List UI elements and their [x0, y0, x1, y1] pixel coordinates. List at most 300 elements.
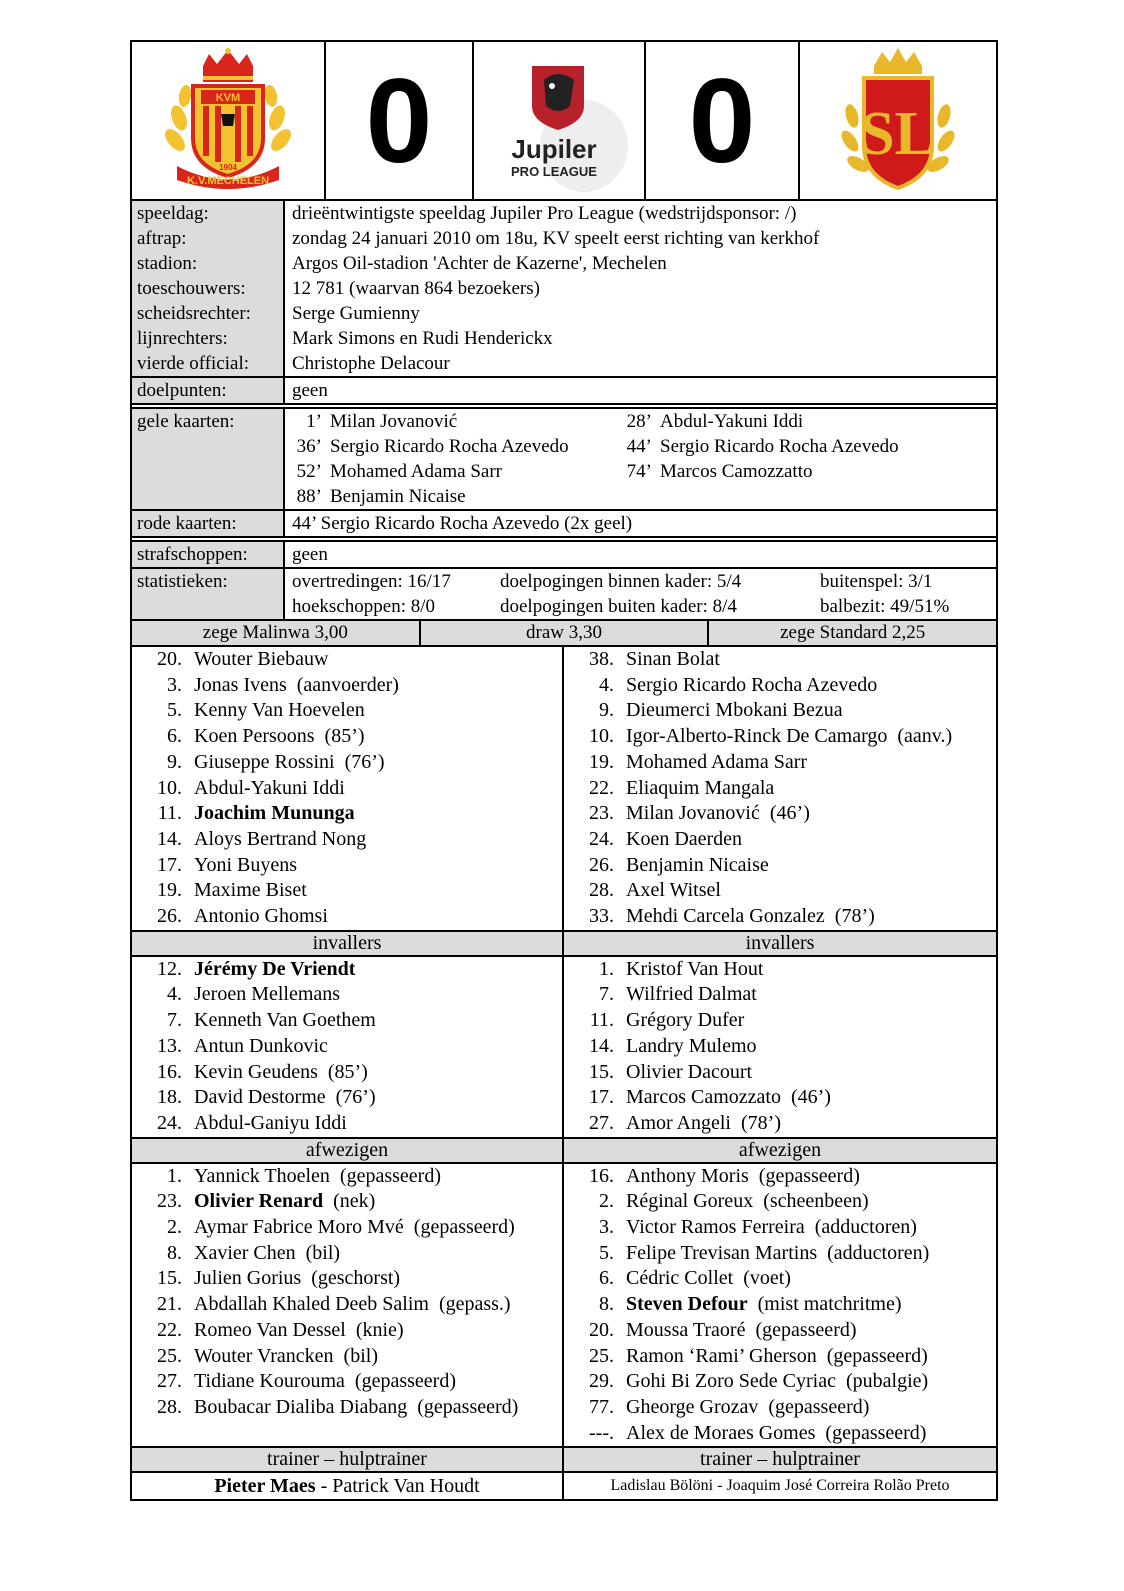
shirt-number: 3.: [167, 673, 182, 696]
shirt-number: 29.: [589, 1370, 614, 1393]
starters: [130, 647, 998, 932]
shirt-number: 38.: [589, 648, 614, 670]
player-name: Landry Mulemo: [626, 1034, 757, 1057]
card-player: Benjamin Nicaise: [330, 486, 466, 507]
home-score: 0: [365, 53, 433, 188]
player-name: Benjamin Nicaise: [626, 853, 769, 876]
subs-header: [130, 932, 998, 957]
home-head-coach: Pieter Maes: [214, 1475, 316, 1498]
player-row: [564, 1034, 996, 1060]
shirt-number: 6.: [599, 1267, 614, 1290]
player-note: (geschorst): [311, 1267, 401, 1290]
shirt-number: 20.: [157, 648, 182, 670]
player-note: (adductoren): [827, 1241, 930, 1264]
shirt-number: 23.: [589, 802, 614, 825]
player-row: [564, 776, 996, 802]
player-name: Sinan Bolat: [626, 648, 720, 670]
home-subs: [132, 957, 564, 1137]
player-row: [564, 1421, 996, 1447]
odds-away: zege Standard 2,25: [780, 622, 926, 643]
yellow-card-row: [292, 459, 996, 484]
player-note: (gepass.): [438, 1293, 511, 1316]
value-scheidsrechter: Serge Gumienny: [292, 303, 420, 324]
shirt-number: 18.: [157, 1086, 182, 1109]
player-row: [132, 904, 562, 930]
card-player: Sergio Ricardo Rocha Azevedo: [660, 436, 899, 457]
player-note: (46’): [790, 1086, 831, 1109]
shirt-number: 22.: [157, 1318, 182, 1341]
away-trainer-header: trainer – hulptrainer: [700, 1448, 860, 1471]
shirt-number: 19.: [157, 879, 182, 902]
shirt-number: 17.: [589, 1086, 614, 1109]
home-absent-header: afwezigen: [132, 1139, 564, 1162]
svg-text:SL: SL: [860, 99, 936, 168]
player-name: Jérémy De Vriendt: [194, 957, 356, 980]
shirt-number: 10.: [589, 725, 614, 748]
player-name: Abdul-Yakuni Iddi: [194, 776, 345, 799]
player-row: [132, 698, 562, 724]
card-minute: 1’: [306, 411, 322, 432]
player-row: [564, 1344, 996, 1370]
player-name: Koen Persoons: [194, 725, 315, 748]
odds-draw: draw 3,30: [421, 621, 710, 645]
away-trainers: Ladislau Bölöni - Joaquim José Correira Rolão Preto: [610, 1477, 950, 1495]
player-name: Aloys Bertrand Nong: [194, 827, 367, 850]
card-player: Marcos Camozzatto: [660, 461, 813, 482]
card-minute: 52’: [296, 461, 322, 482]
home-score-cell: [326, 42, 474, 199]
value-toeschouwers: 12 781 (waarvan 864 bezoekers): [292, 278, 540, 299]
substitutes: [130, 957, 998, 1139]
stats-line: [292, 569, 996, 594]
value-stadion: Argos Oil-stadion 'Achter de Kazerne', Mechelen: [292, 253, 667, 274]
player-note: (nek): [333, 1190, 376, 1213]
player-row: [564, 673, 996, 699]
shirt-number: 17.: [157, 853, 182, 876]
match-report: [130, 40, 998, 1501]
player-row: [132, 673, 562, 699]
player-name: Jonas Ivens: [194, 673, 287, 696]
value-lijnrechters: Mark Simons en Rudi Henderickx: [292, 328, 553, 349]
player-name: Koen Daerden: [626, 827, 743, 850]
player-row: [564, 1395, 996, 1421]
value-speeldag: drieëntwintigste speeldag Jupiler Pro League (wedstrijdsponsor: /): [292, 203, 797, 224]
trainer-separator: -: [315, 1475, 333, 1498]
away-absent-header: afwezigen: [738, 1138, 822, 1161]
player-name: Axel Witsel: [626, 879, 721, 902]
player-note: (gepasseerd): [768, 1395, 870, 1418]
player-name: Antun Dunkovic: [194, 1034, 328, 1057]
player-row: [132, 827, 562, 853]
svg-text:K.V.MECHELEN: K.V.MECHELEN: [186, 175, 270, 187]
player-name: Wouter Biebauw: [194, 648, 329, 670]
label-stadion: stadion:: [137, 253, 198, 274]
player-name: Maxime Biset: [194, 879, 307, 902]
player-row: [132, 1085, 562, 1111]
home-logo-cell: [132, 42, 326, 199]
penalties-value: geen: [292, 544, 328, 565]
stats-values: [285, 569, 996, 619]
card-minute: 88’: [296, 486, 322, 507]
player-row: [564, 1060, 996, 1086]
player-row: [564, 1318, 996, 1344]
shirt-number: 2.: [167, 1216, 182, 1239]
home-trainers: [132, 1473, 564, 1499]
odds-home: zege Malinwa 3,00: [132, 621, 421, 645]
shirt-number: 1.: [167, 1164, 182, 1187]
svg-text:1904: 1904: [219, 163, 237, 172]
player-row: [564, 1008, 996, 1034]
stats-line: [292, 594, 996, 619]
away-starters: [564, 647, 996, 930]
player-row: [564, 724, 996, 750]
shirt-number: 6.: [167, 725, 182, 748]
player-row: [564, 853, 996, 879]
player-name: Xavier Chen: [194, 1241, 296, 1264]
player-note: (pubalgie): [845, 1370, 929, 1393]
player-row: [132, 724, 562, 750]
player-name: Igor-Alberto-Rinck De Camargo: [626, 725, 888, 748]
player-name: Mehdi Carcela Gonzalez: [626, 905, 825, 928]
player-row: [132, 1189, 562, 1215]
player-row: [132, 647, 562, 673]
card-minute: 28’: [626, 411, 652, 432]
player-row: [132, 1060, 562, 1086]
shirt-number: 4.: [599, 673, 614, 696]
player-name: Victor Ramos Ferreira: [626, 1216, 805, 1239]
player-note: (46’): [769, 802, 810, 825]
player-row: [132, 801, 562, 827]
home-assistant-coach: Patrick Van Houdt: [332, 1475, 480, 1498]
shirt-number: 28.: [589, 879, 614, 902]
player-row: [564, 1241, 996, 1267]
player-note: (78’): [834, 905, 875, 928]
value-aftrap: zondag 24 januari 2010 om 18u, KV speelt eerst richting van kerkhof: [292, 228, 820, 249]
score-header: [130, 40, 998, 201]
stat-offside: buitenspel: 3/1: [820, 571, 933, 592]
stats-label: statistieken:: [132, 569, 285, 619]
home-trainer-header: trainer – hulptrainer: [132, 1448, 564, 1471]
svg-text:PRO LEAGUE: PRO LEAGUE: [511, 163, 597, 179]
info-values: [285, 201, 996, 376]
card-minute: 44’: [626, 436, 652, 457]
shirt-number: 9.: [599, 699, 614, 722]
card-player: Milan Jovanović: [330, 411, 458, 432]
shirt-number: 8.: [599, 1293, 614, 1316]
shirt-number: 23.: [157, 1190, 182, 1213]
shirt-number: 25.: [589, 1344, 614, 1367]
shirt-number: 24.: [157, 1111, 182, 1134]
player-name: Antonio Ghomsi: [194, 905, 328, 928]
player-name: Olivier Renard: [194, 1190, 324, 1213]
player-name: Aymar Fabrice Moro Mvé: [194, 1216, 404, 1239]
card-player: Mohamed Adama Sarr: [330, 461, 503, 482]
yellow-cards-row: [130, 409, 998, 511]
svg-text:Jupiler: Jupiler: [511, 133, 597, 164]
player-name: Tidiane Kourouma: [194, 1370, 345, 1393]
player-note: (gepasseerd): [755, 1318, 857, 1341]
player-name: Wouter Vrancken: [194, 1344, 334, 1367]
standard-liege-logo: [838, 46, 958, 196]
player-row: [132, 878, 562, 904]
kv-mechelen-logo: [163, 48, 293, 193]
home-subs-header: invallers: [132, 932, 564, 955]
player-row: [564, 1164, 996, 1190]
card-player: [660, 484, 960, 509]
shirt-number: 12.: [157, 957, 182, 980]
player-name: Kenneth Van Goethem: [194, 1009, 376, 1032]
shirt-number: 16.: [589, 1164, 614, 1187]
card-minute: [622, 484, 660, 509]
player-name: Alex de Moraes Gomes: [626, 1421, 816, 1444]
away-absent: [564, 1164, 996, 1447]
card-minute: 74’: [626, 461, 652, 482]
player-row: [564, 750, 996, 776]
player-name: Ramon ‘Rami’ Gherson: [626, 1344, 817, 1367]
player-name: Boubacar Dialiba Diabang: [194, 1395, 408, 1418]
player-note: (aanv.): [897, 725, 953, 748]
player-name: Kevin Geudens: [194, 1060, 318, 1083]
player-name: Romeo Van Dessel: [194, 1318, 346, 1341]
player-name: Felipe Trevisan Martins: [626, 1241, 818, 1264]
absentees: [130, 1164, 998, 1449]
player-name: Amor Angeli: [626, 1111, 731, 1134]
player-row: [564, 957, 996, 983]
player-name: Yannick Thoelen: [194, 1164, 330, 1187]
shirt-number: 10.: [157, 776, 182, 799]
player-name: Abdul-Ganiyu Iddi: [194, 1111, 347, 1134]
player-note: (adductoren): [814, 1216, 917, 1239]
player-note: (gepasseerd): [413, 1216, 515, 1239]
trainer-header: [130, 1448, 998, 1473]
yellow-cards-label: gele kaarten:: [132, 409, 285, 509]
shirt-number: 16.: [157, 1060, 182, 1083]
player-row: [564, 1085, 996, 1111]
penalties-row: [130, 542, 998, 569]
player-row: [564, 801, 996, 827]
player-note: (aanvoerder): [296, 673, 399, 696]
player-row: [132, 1369, 562, 1395]
player-row: [132, 1344, 562, 1370]
player-row: [564, 1266, 996, 1292]
shirt-number: 26.: [157, 905, 182, 928]
player-row: [132, 957, 562, 983]
shirt-number: 5.: [167, 699, 182, 722]
absent-header: [130, 1139, 998, 1164]
player-name: Gohi Bi Zoro Sede Cyriac: [626, 1370, 836, 1393]
league-logo-cell: [474, 42, 646, 199]
shirt-number: 77.: [589, 1395, 614, 1418]
away-subs: [564, 957, 996, 1137]
stat-shots-on-target: doelpogingen binnen kader: 5/4: [500, 571, 742, 592]
player-row: [132, 750, 562, 776]
stats-row: [130, 569, 998, 621]
player-name: Eliaquim Mangala: [626, 776, 775, 799]
player-row: [564, 904, 996, 930]
card-player: Abdul-Yakuni Iddi: [660, 411, 804, 432]
player-name: David Destorme: [194, 1086, 326, 1109]
odds-bar: [130, 621, 998, 647]
player-row: [132, 776, 562, 802]
info-block: [130, 201, 998, 378]
shirt-number: 15.: [589, 1060, 614, 1083]
label-toeschouwers: toeschouwers:: [137, 278, 246, 299]
shirt-number: 24.: [589, 827, 614, 850]
player-name: Moussa Traoré: [626, 1318, 746, 1341]
shirt-number: 27.: [589, 1111, 614, 1134]
shirt-number: 14.: [157, 827, 182, 850]
player-row: [564, 1215, 996, 1241]
player-note: (mist matchritme): [757, 1293, 902, 1316]
player-row: [132, 1215, 562, 1241]
shirt-number: 3.: [599, 1216, 614, 1239]
home-absent: [132, 1164, 564, 1447]
player-name: Yoni Buyens: [194, 853, 297, 876]
shirt-number: 8.: [167, 1241, 182, 1264]
shirt-number: 27.: [157, 1370, 182, 1393]
card-player: Sergio Ricardo Rocha Azevedo: [330, 436, 569, 457]
player-row: [132, 1164, 562, 1190]
shirt-number: 5.: [599, 1241, 614, 1264]
player-name: Réginal Goreux: [626, 1190, 754, 1213]
player-name: Sergio Ricardo Rocha Azevedo: [626, 673, 878, 696]
card-minute: 36’: [296, 436, 322, 457]
player-name: Kristof Van Hout: [626, 957, 764, 980]
player-row: [564, 1189, 996, 1215]
label-speeldag: speeldag:: [137, 203, 209, 224]
player-note: (76’): [335, 1086, 376, 1109]
player-row: [564, 827, 996, 853]
label-vierde-official: vierde official:: [137, 353, 250, 374]
shirt-number: 11.: [157, 802, 182, 825]
player-row: [564, 982, 996, 1008]
value-vierde-official: Christophe Delacour: [292, 353, 450, 374]
stat-possession: balbezit: 49/51%: [820, 596, 950, 617]
info-labels: [132, 201, 285, 376]
away-logo-cell: [800, 42, 996, 199]
player-note: (scheenbeen): [763, 1190, 869, 1213]
home-starters: [132, 647, 564, 930]
player-row: [564, 1292, 996, 1318]
player-note: (85’): [327, 1060, 368, 1083]
player-name: Cédric Collet: [626, 1267, 734, 1290]
player-note: (gepasseerd): [758, 1164, 860, 1187]
red-cards-value: 44’ Sergio Ricardo Rocha Azevedo (2x geel): [292, 513, 633, 534]
player-name: Marcos Camozzato: [626, 1086, 781, 1109]
player-note: (gepasseerd): [826, 1344, 928, 1367]
yellow-card-row: [292, 434, 996, 459]
player-row: [564, 878, 996, 904]
player-name: Giuseppe Rossini: [194, 750, 335, 773]
trainers: [130, 1473, 998, 1501]
yellow-cards-list: [285, 409, 996, 509]
label-lijnrechters: lijnrechters:: [137, 328, 228, 349]
shirt-number: 9.: [167, 750, 182, 773]
player-row: [132, 1292, 562, 1318]
shirt-number: 1.: [599, 957, 614, 980]
player-row: [564, 647, 996, 673]
away-score-cell: [646, 42, 800, 199]
stat-shots-off-target: doelpogingen buiten kader: 8/4: [500, 596, 737, 617]
player-row: [132, 1241, 562, 1267]
shirt-number: 28.: [157, 1395, 182, 1418]
player-row: [132, 1318, 562, 1344]
player-name: Anthony Moris: [626, 1164, 749, 1187]
shirt-number: 26.: [589, 853, 614, 876]
player-note: (bil): [305, 1241, 341, 1264]
player-row: [564, 1111, 996, 1137]
player-note: (knie): [355, 1318, 404, 1341]
penalties-label: strafschoppen:: [132, 542, 285, 567]
label-scheidsrechter: scheidsrechter:: [137, 303, 251, 324]
shirt-number: 21.: [157, 1293, 182, 1316]
away-subs-header: invallers: [745, 931, 815, 954]
player-name: Jeroen Mellemans: [194, 983, 341, 1006]
player-name: Olivier Dacourt: [626, 1060, 753, 1083]
player-note: (gepasseerd): [354, 1370, 456, 1393]
label-aftrap: aftrap:: [137, 228, 187, 249]
away-score: 0: [688, 53, 756, 188]
shirt-number: 25.: [157, 1344, 182, 1367]
shirt-number: 7.: [599, 983, 614, 1006]
player-name: Wilfried Dalmat: [626, 983, 757, 1006]
player-name: Dieumerci Mbokani Bezua: [626, 699, 843, 722]
shirt-number: 11.: [589, 1009, 614, 1032]
player-name: Abdallah Khaled Deeb Salim: [194, 1293, 429, 1316]
player-name: Milan Jovanović: [626, 802, 760, 825]
shirt-number: 20.: [589, 1318, 614, 1341]
red-cards-label: rode kaarten:: [132, 511, 285, 536]
player-note: (gepasseerd): [417, 1395, 519, 1418]
goals-row: [130, 378, 998, 405]
player-note: (78’): [741, 1111, 781, 1134]
player-name: Julien Gorius: [194, 1267, 302, 1290]
player-row: [132, 853, 562, 879]
player-note: (gepasseerd): [825, 1421, 927, 1444]
jupiler-pro-league-logo: [484, 46, 634, 196]
player-row: [132, 1008, 562, 1034]
player-row: [132, 1266, 562, 1292]
shirt-number: 33.: [589, 905, 614, 928]
player-note: (gepasseerd): [339, 1164, 441, 1187]
player-note: (voet): [743, 1267, 791, 1290]
svg-text:KVM: KVM: [215, 92, 241, 104]
player-note: (76’): [344, 750, 385, 773]
player-row: [132, 1111, 562, 1137]
player-name: Mohamed Adama Sarr: [626, 750, 808, 773]
stat-fouls: overtredingen: 16/17: [292, 571, 451, 592]
player-name: Steven Defour: [626, 1293, 748, 1316]
player-row: [132, 1395, 562, 1421]
player-name: Gheorge Grozav: [626, 1395, 759, 1418]
goals-label: doelpunten:: [132, 378, 285, 403]
player-row: [564, 1369, 996, 1395]
player-name: Joachim Mununga: [194, 802, 355, 825]
goals-value: geen: [292, 380, 328, 401]
player-note: (85’): [324, 725, 365, 748]
shirt-number: 19.: [589, 750, 614, 773]
shirt-number: 7.: [167, 1009, 182, 1032]
shirt-number: 4.: [167, 983, 182, 1006]
player-row: [132, 982, 562, 1008]
stat-corners: hoekschoppen: 8/0: [292, 596, 436, 617]
shirt-number: ---.: [589, 1421, 614, 1444]
yellow-card-row: [292, 484, 996, 509]
player-row: [564, 698, 996, 724]
shirt-number: 14.: [589, 1034, 614, 1057]
player-name: Grégory Dufer: [626, 1009, 745, 1032]
player-name: Kenny Van Hoevelen: [194, 699, 365, 722]
